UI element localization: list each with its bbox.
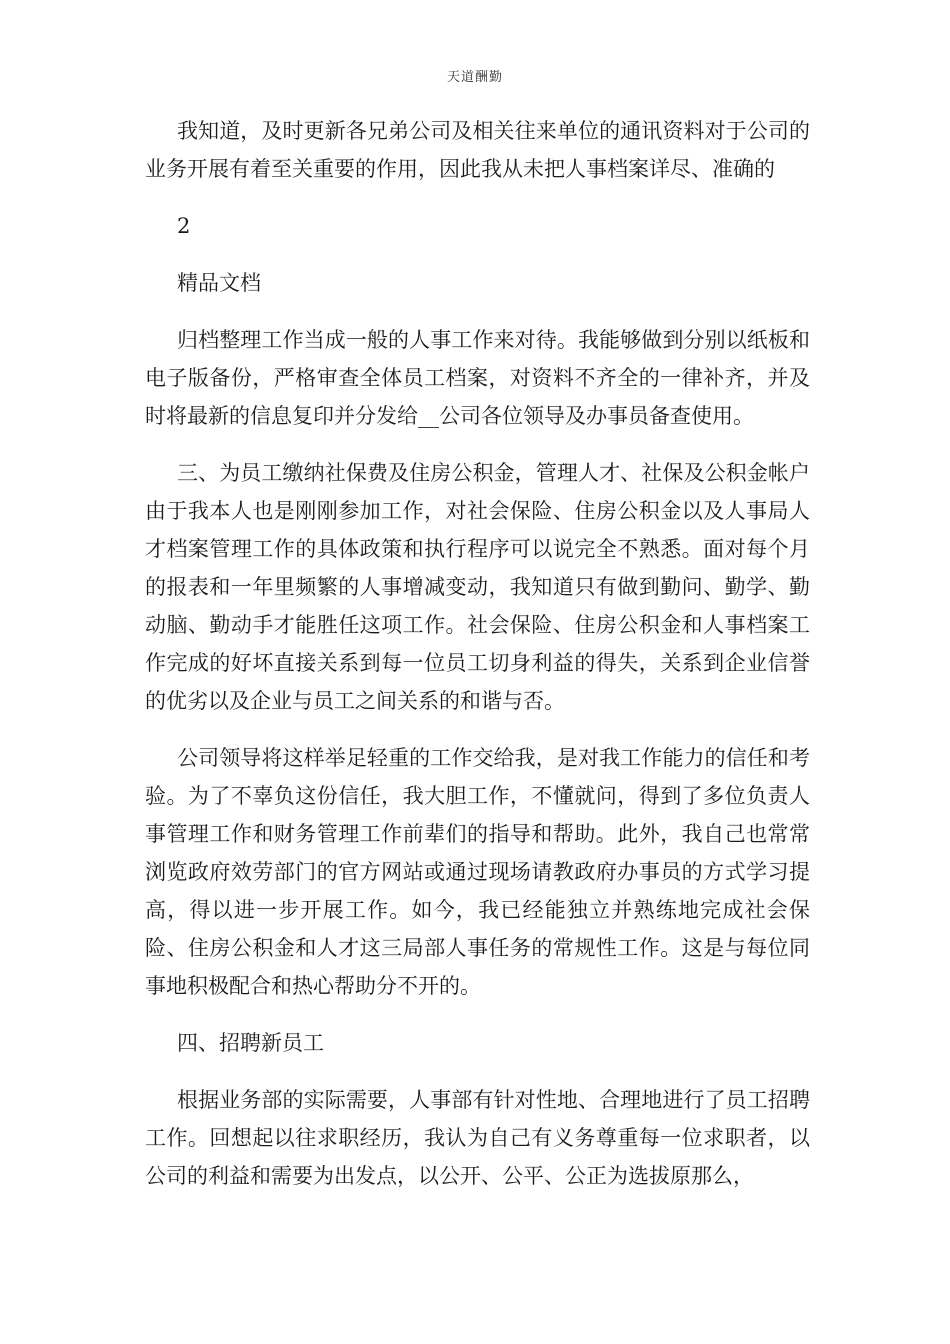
page-header: 天道酬勤 — [446, 70, 503, 85]
paragraph-social-security: 三、为员工缴纳社保费及住房公积金，管理人才、社保及公积金帐户由于我本人也是刚刚参加工作，对社会保险、住房公积金以及人事局人才档案管理工作的具体政策和执行程序可以说完全不熟悉。面对每个月的报表和一年里频繁的人事增减变动，我知道只有做到勤问、勤学、勤动脑、勤动手才能胜任这项工作。社会保险、住房公积金和人事档案工作完成的好坏直接关系到每一位员工切身利益的得失，关系到企业信誉的优劣以及企业与员工之间关系的和谐与否。 — [145, 461, 810, 713]
paragraph-archive-work: 归档整理工作当成一般的人事工作来对待。我能够做到分别以纸板和电子版备份，严格审查全体员工档案，对资料不齐全的一律补齐，并及时将最新的信息复印并分发给__公司各位领导及办事员备查使用。 — [145, 328, 810, 428]
page-number: 2 — [177, 214, 191, 238]
paragraph-leadership-trust: 公司领导将这样举足轻重的工作交给我，是对我工作能力的信任和考验。为了不辜负这份信任，我大胆工作，不懂就问，得到了多位负责人事管理工作和财务管理工作前辈们的指导和帮助。此外，我自己也常常浏览政府效劳部门的官方网站或通过现场请教政府办事员的方式学习提高，得以进一步开展工作。如今，我已经能独立并熟练地完成社会保险、住房公积金和人才这三局部人事任务的常规性工作。这是与每位同事地积极配合和热心帮助分不开的。 — [145, 746, 810, 998]
paragraph-recruitment: 根据业务部的实际需要，人事部有针对性地、合理地进行了员工招聘工作。回想起以往求职经历，我认为自己有义务尊重每一位求职者，以公司的利益和需要为出发点，以公开、公平、公正为选拔原那么， — [145, 1088, 810, 1188]
document-body — [145, 112, 810, 1195]
document-label: 精品文档 — [177, 271, 261, 295]
section-heading-recruitment: 四、招聘新员工 — [177, 1031, 324, 1055]
paragraph-archive-intro: 我知道，及时更新各兄弟公司及相关往来单位的通讯资料对于公司的业务开展有着至关重要的作用，因此我从未把人事档案详尽、准确的 — [145, 119, 810, 181]
